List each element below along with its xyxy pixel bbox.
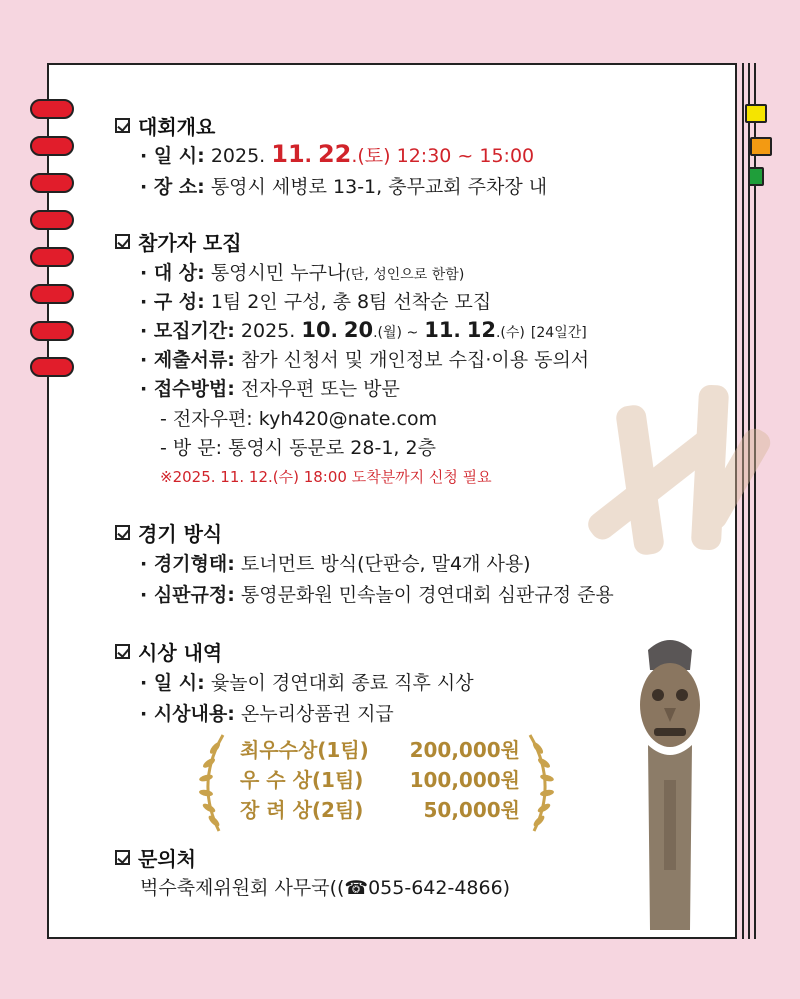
period-end-dow: .(수): [495, 325, 525, 341]
recruit-method-row: [140, 374, 400, 401]
award-name: 최우수상(1팀): [240, 738, 369, 762]
section-title: 경기 방식: [138, 522, 223, 546]
section-awards-title: [115, 637, 222, 666]
row-label: · 일 시:: [140, 145, 205, 167]
date-year: 2025.: [210, 145, 266, 167]
email-link[interactable]: kyh420@nate.com: [258, 408, 438, 430]
contest-date-row: · 일 시: 2025. 11. 22.(토) 12:30 ~ 15:00: [140, 140, 535, 168]
row-label: · 제출서류:: [140, 349, 235, 371]
recruit-documents-row: [140, 345, 589, 372]
row-label: · 일 시:: [140, 672, 205, 694]
award-amount: 100,000원: [409, 768, 520, 792]
laurel-left-icon: [193, 733, 233, 833]
checkbox-icon: [115, 525, 130, 540]
row-value: 토너먼트 방식(단판승, 말4개 사용): [240, 553, 531, 575]
checkbox-icon: [115, 234, 130, 249]
award-row: [240, 765, 520, 795]
section-contact-title: [115, 843, 196, 872]
section-title: 시상 내역: [138, 641, 223, 665]
row-label: · 심판규정:: [140, 584, 235, 606]
row-label: · 경기형태:: [140, 553, 235, 575]
period-start-dow: .(월) ~: [373, 325, 419, 341]
row-label: - 방 문:: [160, 437, 223, 459]
date-dow: .(토): [351, 145, 391, 167]
period-end-month: 11: [424, 318, 454, 342]
award-row: [240, 795, 520, 825]
recruit-visit-row: [160, 433, 436, 460]
recruit-target-row: [140, 258, 464, 285]
award-amount: 200,000원: [409, 738, 520, 762]
row-label: · 시상내용:: [140, 703, 235, 725]
section-title: 참가자 모집: [138, 231, 242, 255]
row-value: 참가 신청서 및 개인정보 수집·이용 동의서: [240, 349, 590, 371]
section-title: 문의처: [138, 847, 196, 871]
period-end-day: 12: [466, 318, 496, 342]
section-recruit-title: [115, 227, 242, 256]
recruit-composition-row: [140, 287, 491, 314]
awards-table: [240, 735, 520, 825]
award-row: [240, 735, 520, 765]
laurel-right-icon: [520, 733, 560, 833]
row-value: 통영문화원 민속놀이 경연대회 심판규정 준용: [240, 584, 614, 606]
row-label: · 구 성:: [140, 291, 205, 313]
award-amount: 50,000원: [423, 798, 520, 822]
date-month: 11: [271, 140, 305, 168]
row-label: - 전자우편:: [160, 408, 253, 430]
award-name: 장 려 상(2팀): [240, 798, 364, 822]
row-label: · 대 상:: [140, 262, 205, 284]
checkbox-icon: [115, 644, 130, 659]
row-value: 통영시 세병로 13-1, 충무교회 주차장 내: [210, 176, 548, 198]
award-name: 우 수 상(1팀): [240, 768, 364, 792]
section-title: 대회개요: [138, 115, 216, 139]
awards-content-row: [140, 699, 394, 726]
checkbox-icon: [115, 850, 130, 865]
period-start-day: 20: [343, 318, 374, 342]
period-year: 2025.: [240, 320, 296, 342]
game-rules-row: [140, 580, 614, 607]
date-day: 22: [317, 140, 352, 168]
row-label: · 모집기간:: [140, 320, 235, 342]
deadline-note: ※2025. 11. 12.(수) 18:00 도착분까지 신청 필요: [160, 468, 492, 486]
period-days: [24일간]: [530, 325, 587, 341]
row-label: · 접수방법:: [140, 378, 235, 400]
checkbox-icon: [115, 118, 130, 133]
recruit-period-row: · 모집기간: 2025. 10. 20.(월) ~ 11. 12.(수) [24일간]: [140, 318, 587, 342]
row-value: 전자우편 또는 방문: [240, 378, 400, 400]
game-format-row: [140, 549, 531, 576]
row-value: 통영시민 누구나: [210, 262, 346, 284]
section-contest-title: [115, 111, 215, 140]
row-value: 1팀 2인 구성, 총 8팀 선착순 모집: [210, 291, 492, 313]
row-note: (단, 성인으로 한함): [345, 267, 465, 283]
contest-place-row: [140, 172, 547, 199]
date-time: 12:30 ~ 15:00: [396, 145, 535, 167]
row-value: 온누리상품권 지급: [240, 703, 394, 725]
awards-time-row: [140, 668, 474, 695]
recruit-email-row: [160, 404, 437, 431]
contact-row: 벅수축제위원회 사무국((☎055-642-4866): [140, 877, 511, 899]
section-game-title: [115, 518, 222, 547]
period-start-month: 10: [301, 318, 331, 342]
row-label: · 장 소:: [140, 176, 205, 198]
row-value: 윷놀이 경연대회 종료 직후 시상: [210, 672, 474, 694]
row-value: 통영시 동문로 28-1, 2층: [228, 437, 436, 459]
